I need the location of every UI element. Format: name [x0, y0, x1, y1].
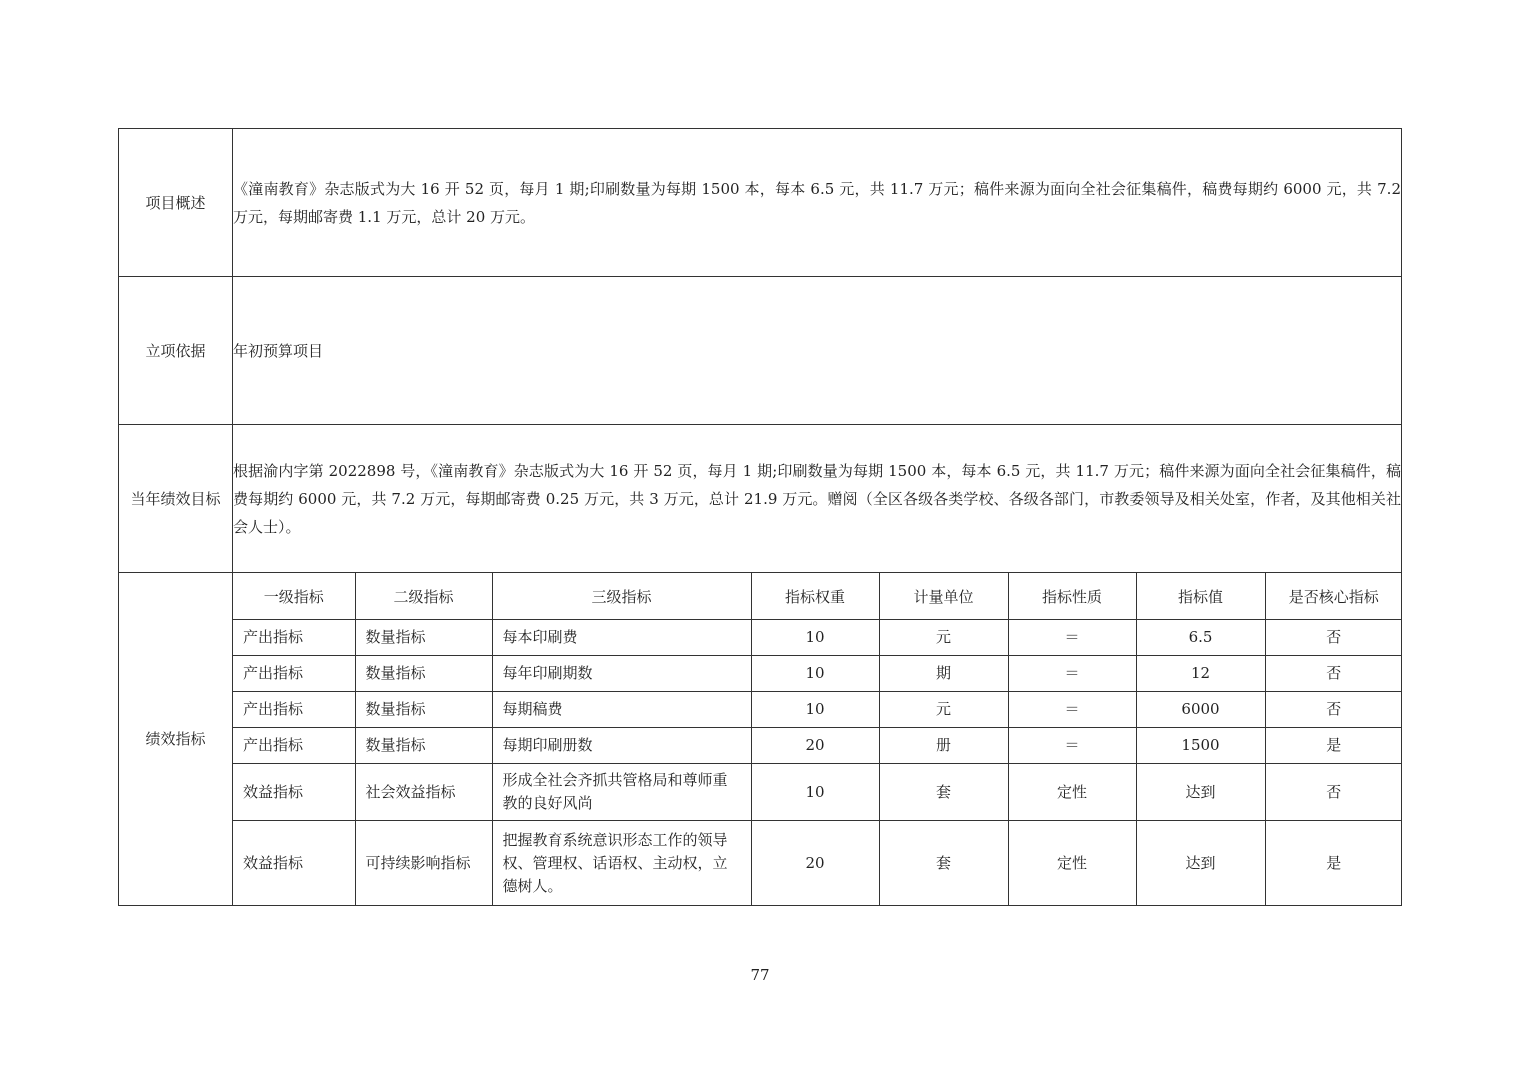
cell-unit: 元 [879, 620, 1008, 656]
cell-core: 否 [1265, 620, 1402, 656]
cell-level2: 数量指标 [355, 728, 492, 764]
cell-level1: 产出指标 [233, 728, 355, 764]
cell-level3: 每期稿费 [492, 692, 751, 728]
cell-level2: 数量指标 [355, 620, 492, 656]
cell-unit: 册 [879, 728, 1008, 764]
cell-level1: 效益指标 [233, 821, 355, 906]
cell-weight: 20 [751, 821, 879, 906]
cell-weight: 10 [751, 692, 879, 728]
cell-weight: 10 [751, 620, 879, 656]
basis-label: 立项依据 [119, 277, 233, 425]
header-value: 指标值 [1136, 573, 1265, 620]
table-row [233, 692, 1402, 728]
goal-label: 当年绩效目标 [119, 425, 233, 573]
header-level3: 三级指标 [492, 573, 751, 620]
cell-core: 是 [1265, 821, 1402, 906]
cell-nature: 定性 [1008, 821, 1136, 906]
cell-level2: 可持续影响指标 [355, 821, 492, 906]
header-core: 是否核心指标 [1265, 573, 1402, 620]
cell-value: 达到 [1136, 764, 1265, 821]
cell-value: 达到 [1136, 821, 1265, 906]
cell-level2: 数量指标 [355, 656, 492, 692]
indicators-header-row [233, 573, 1402, 620]
cell-core: 否 [1265, 656, 1402, 692]
cell-level3: 每年印刷期数 [492, 656, 751, 692]
cell-nature: ＝ [1008, 728, 1136, 764]
performance-table [118, 128, 1402, 906]
cell-level3: 每本印刷费 [492, 620, 751, 656]
goal-text: 根据渝内字第 2022898 号，《潼南教育》杂志版式为大 16 开 52 页，每月 1 期;印刷数量为每期 1500 本，每本 6.5 元，共 11.7 万元；稿件来源为面向全社会征集稿件，稿费每期约 6000 元，共 7.2 万元，每期邮寄费 0.25 万元，共 3 万元，总计 21.9 万元。赠阅（全区各级各类学校、各级各部门，市教委领导及相关处室，作者，及其他相关社会人士）。 [233, 425, 1402, 573]
basis-row [119, 277, 1402, 425]
cell-core: 否 [1265, 764, 1402, 821]
overview-label: 项目概述 [119, 129, 233, 277]
basis-text: 年初预算项目 [233, 277, 1402, 425]
indicators-table [233, 573, 1402, 905]
cell-unit: 元 [879, 692, 1008, 728]
page-number: 77 [750, 966, 770, 984]
cell-unit: 套 [879, 821, 1008, 906]
cell-level3: 把握教育系统意识形态工作的领导权、管理权、话语权、主动权，立德树人。 [492, 821, 751, 906]
cell-level1: 效益指标 [233, 764, 355, 821]
cell-level3: 形成全社会齐抓共管格局和尊师重教的良好风尚 [492, 764, 751, 821]
cell-nature: ＝ [1008, 656, 1136, 692]
table-row [233, 656, 1402, 692]
indicators-label: 绩效指标 [119, 573, 233, 906]
cell-nature: ＝ [1008, 692, 1136, 728]
table-row [233, 728, 1402, 764]
header-unit: 计量单位 [879, 573, 1008, 620]
cell-value: 12 [1136, 656, 1265, 692]
cell-weight: 10 [751, 656, 879, 692]
cell-nature: ＝ [1008, 620, 1136, 656]
cell-nature: 定性 [1008, 764, 1136, 821]
header-nature: 指标性质 [1008, 573, 1136, 620]
cell-value: 1500 [1136, 728, 1265, 764]
table-row [233, 764, 1402, 821]
cell-level1: 产出指标 [233, 656, 355, 692]
cell-weight: 20 [751, 728, 879, 764]
table-row [233, 821, 1402, 906]
cell-core: 否 [1265, 692, 1402, 728]
cell-core: 是 [1265, 728, 1402, 764]
cell-value: 6000 [1136, 692, 1265, 728]
cell-level2: 数量指标 [355, 692, 492, 728]
cell-level1: 产出指标 [233, 692, 355, 728]
header-level2: 二级指标 [355, 573, 492, 620]
cell-value: 6.5 [1136, 620, 1265, 656]
header-level1: 一级指标 [233, 573, 355, 620]
cell-level3: 每期印刷册数 [492, 728, 751, 764]
overview-text: 《潼南教育》杂志版式为大 16 开 52 页，每月 1 期;印刷数量为每期 1500 本，每本 6.5 元，共 11.7 万元；稿件来源为面向全社会征集稿件，稿费每期约 6000 元，共 7.2 万元，每期邮寄费 1.1 万元，总计 20 万元。 [233, 129, 1402, 277]
table-row [233, 620, 1402, 656]
cell-level2: 社会效益指标 [355, 764, 492, 821]
cell-unit: 期 [879, 656, 1008, 692]
indicators-row [119, 573, 1402, 906]
indicators-cell [233, 573, 1402, 906]
goal-row [119, 425, 1402, 573]
header-weight: 指标权重 [751, 573, 879, 620]
cell-weight: 10 [751, 764, 879, 821]
overview-row [119, 129, 1402, 277]
cell-unit: 套 [879, 764, 1008, 821]
cell-level1: 产出指标 [233, 620, 355, 656]
